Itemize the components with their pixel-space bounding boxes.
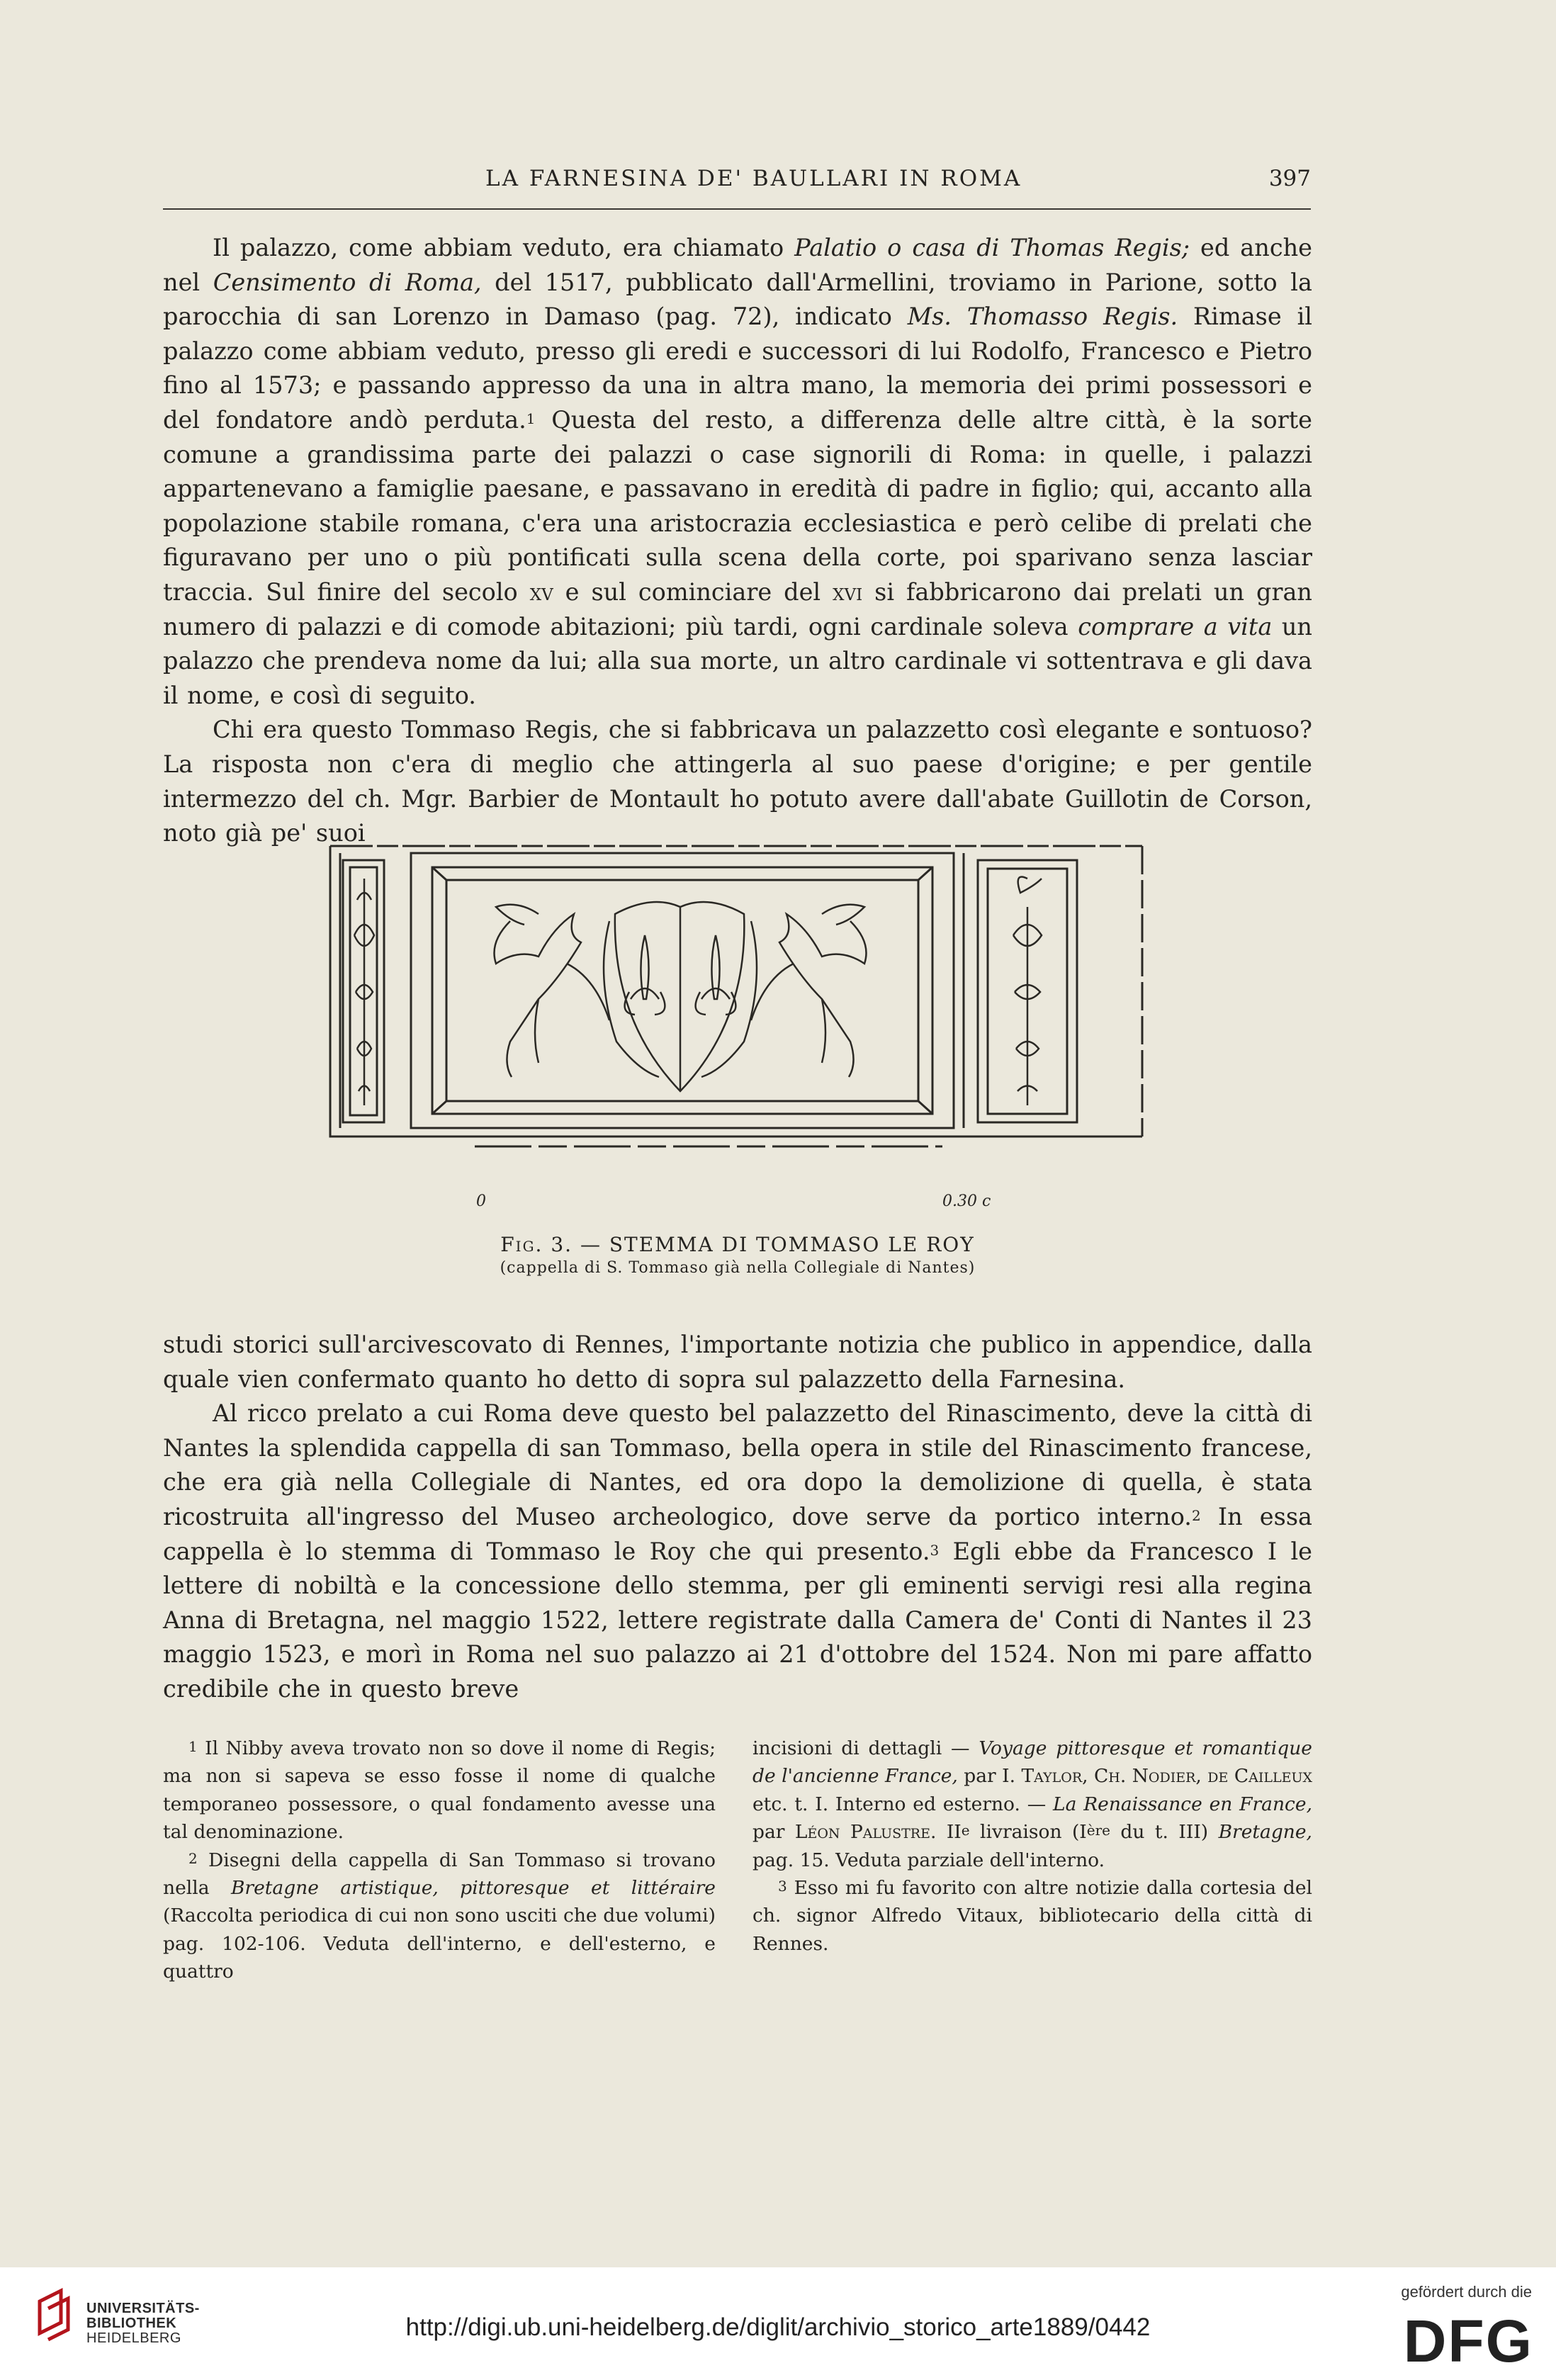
footnotes-right-column	[752, 1735, 1312, 1958]
permalink-url[interactable]: http://digi.ub.uni-heidelberg.de/diglit/archivio_storico_arte1889/0442	[405, 2313, 1151, 2341]
header-rule	[163, 208, 1311, 210]
paragraph-4: Al ricco prelato a cui Roma deve questo bel palazzetto del Rinascimento, deve la città di Nantes la splendida cappella di san Tommaso, bella opera in stile del Rinascimento francese, che era già nella Collegiale di Nantes, ed ora dopo la demolizione di quella, è stata ricostruita all'ingresso del Museo archeologico, dove serve da portico interno.$^2$ In essa cappella è lo stemma di Tommaso le Roy che qui presento.$^3$ Egli ebbe da Francesco I le lettere di nobiltà e la concessione dello stemma, per gli eminenti servigi resi alla regina Anna di Bretagna, nel maggio 1522, lettere registrate dalla Camera de' Conti di Nantes il 23 maggio 1523, e morì in Roma nel suo palazzo ai 21 d'ottobre del 1524. Non mi pare affatto credibile che in questo breve	[163, 1399, 1312, 1703]
body-text-lower	[163, 1328, 1312, 1707]
university-library-name: UNIVERSITÄTS- BIBLIOTHEK HEIDELBERG	[86, 2301, 200, 2346]
figure-title: — STEMMA DI TOMMASO LE ROY	[573, 1233, 975, 1256]
page-number: 397	[1268, 166, 1311, 191]
footnote-ref-1: 1	[526, 410, 536, 427]
footnote-ref-2: 2	[1191, 1506, 1201, 1524]
coat-of-arms-illustration	[326, 836, 1148, 1148]
dfg-logo: DFG	[1403, 2308, 1533, 2374]
body-text-upper	[163, 231, 1312, 851]
funding-note: gefördert durch die	[1401, 2283, 1532, 2301]
figure-caption	[163, 1233, 1312, 1256]
footnote-3: $^3$ Esso mi fu favorito con altre notizie dalla cortesia del ch. signor Alfredo Vitaux, bibliotecario della città di Rennes.	[752, 1877, 1312, 1955]
scale-bar-zero: 0	[476, 1192, 486, 1210]
footnote-2-continued: incisioni di dettagli — Voyage pittoresque et romantique de l'ancienne France, par I. Taylor, Ch. Nodier, de Cailleux etc. t. I. Interno ed esterno. — La Renaissance en France, par Léon Palustre. IIe livraison (Ière du t. III) Bretagne, pag. 15. Veduta parziale dell'interno.	[752, 1737, 1312, 1871]
figure-subcaption: (cappella di S. Tommaso già nella Collegiale di Nantes)	[500, 1259, 976, 1277]
footnote-ref-3: 3	[930, 1541, 940, 1559]
paragraph-1: Il palazzo, come abbiam veduto, era chiamato Palatio o casa di Thomas Regis; ed anche nel Censimento di Roma, del 1517, pubblicato dall'Armellini, troviamo in Parione, sotto la parocchia di san Lorenzo in Damaso (pag. 72), indicato Ms. Thomasso Regis. Rimase il palazzo come abbiam veduto, presso gli eredi e successori di lui Rodolfo, Francesco e Pietro fino al 1573; e passando appresso da una in altra mano, la memoria dei primi possessori e del fondatore andò perduta.$^1$ Questa del resto, a differenza delle altre città, è la sorte comune a grandissima parte dei palazzi o case signorili di Roma: in quelle, i palazzi appartenevano a famiglie paesane, e passavano in eredità di padre in figlio; qui, accanto alla popolazione stabile romana, c'era una aristocrazia ecclesiastica e però celibe di prelati che figuravano per uno o più pontificati sulla scena della corte, poi sparivano senza lasciar traccia. Sul finire del secolo xv e sul cominciare del xvi si fabbricarono dai prelati un gran numero di palazzi e di comode abitazioni; più tardi, ogni cardinale soleva comprare a vita un palazzo che prendeva nome da lui; alla sua morte, un altro cardinale vi sottentrava e gli dava il nome, e così di seguito.	[163, 234, 1313, 709]
running-head-title: LA FARNESINA DE' BAULLARI IN ROMA	[485, 166, 1022, 191]
footnote-1: $^1$ Il Nibby aveva trovato non so dove il nome di Regis; ma non si sapeva se esso fosse il nome di qualche temporaneo possessore, o qual fondamento avesse una tal denominazione.	[163, 1737, 716, 1844]
figure-number: Fig. 3.	[500, 1233, 573, 1256]
footnote-2: $^2$ Disegni della cappella di San Tommaso si trovano nella Bretagne artistique, pittoresque et littéraire (Raccolta periodica di cui non sono usciti che due volumi) pag. 102-106. Veduta dell'interno, e dell'esterno, e quattro	[163, 1849, 716, 1983]
scale-bar-label: 0.30 c	[942, 1192, 991, 1210]
paragraph-2: Chi era questo Tommaso Regis, che si fabbricava un palazzetto così elegante e sontuoso? La risposta non c'era di meglio che attingerla al suo paese d'origine; e per gentile intermezzo del ch. Mgr. Barbier de Montault ho potuto avere dall'abate Guillotin de Corson, noto già pe' suoi	[163, 716, 1312, 847]
footnotes-left-column	[163, 1735, 716, 1986]
running-head	[163, 166, 1311, 201]
paragraph-3: studi storici sull'arcivescovato di Rennes, l'importante notizia che publico in appendice, dalla quale vien confermato quanto ho detto di sopra sul palazzetto della Farnesina.	[163, 1331, 1312, 1393]
